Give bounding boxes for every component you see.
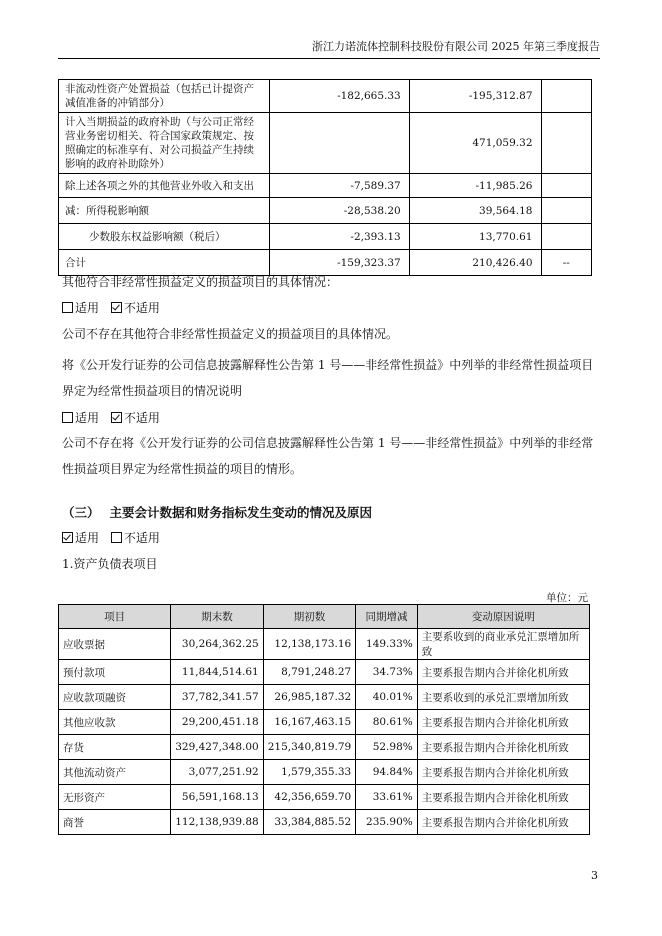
section-heading xyxy=(62,503,372,521)
cell-begin: 8,791,248.27 xyxy=(263,660,356,685)
cell-item: 应收款项融资 xyxy=(59,685,171,710)
cell-reason: 主要系报告期内合并徐化机所致 xyxy=(417,735,589,760)
cell-change: 34.73% xyxy=(356,660,418,685)
cell-change: 149.33% xyxy=(356,629,418,660)
cell-item: 其他流动资产 xyxy=(59,760,171,785)
checkbox-applicable-unchecked[interactable] xyxy=(62,412,73,423)
cell-begin: 12,138,173.16 xyxy=(263,629,356,660)
row-item: 除上述各项之外的其他营业外收入和支出 xyxy=(59,174,270,198)
column-header: 变动原因说明 xyxy=(417,605,589,629)
row-ytd: -195,312.87 xyxy=(409,80,541,113)
cell-change: 33.61% xyxy=(356,785,418,810)
row-ytd: 471,059.32 xyxy=(409,113,541,174)
cell-change: 80.61% xyxy=(356,710,418,735)
table-row xyxy=(59,250,592,276)
para-no-other-items: 公司不存在其他符合非经常性损益定义的损益项目的具体情况。 xyxy=(62,327,399,341)
option-label: 适用 xyxy=(75,301,100,315)
table-row xyxy=(59,224,592,250)
option-label: 适用 xyxy=(75,411,100,425)
applicability-options-2 xyxy=(62,411,160,425)
row-note: -- xyxy=(541,250,592,276)
cell-item: 应收票据 xyxy=(59,629,171,660)
cell-reason: 主要系报告期内合并徐化机所致 xyxy=(417,660,589,685)
option-label: 不适用 xyxy=(123,301,160,315)
applicability-options-1 xyxy=(62,301,160,315)
checkbox-applicable-unchecked[interactable] xyxy=(62,302,73,313)
row-note xyxy=(541,113,592,174)
checkbox-applicable-checked[interactable] xyxy=(62,532,73,543)
balance-sheet-table xyxy=(58,604,590,835)
cell-reason: 主要系报告期内合并徐化机所致 xyxy=(417,810,589,835)
table-row xyxy=(59,174,592,198)
row-note xyxy=(541,198,592,224)
para-no-reclassification: 公司不存在将《公开发行证券的公司信息披露解释性公告第 1 号——非经常性损益》中列举的非经常性损益项目界定为经常性损益的项目的情形。 xyxy=(62,436,594,476)
para-other-items: 其他符合非经常性损益定义的损益项目的具体情况： xyxy=(62,275,339,289)
cell-end: 112,138,939.88 xyxy=(171,810,264,835)
table-row xyxy=(59,810,590,835)
row-current xyxy=(269,113,409,174)
cell-reason: 主要系报告期内合并徐化机所致 xyxy=(417,785,589,810)
table-header-row xyxy=(59,605,590,629)
cell-end: 56,591,168.13 xyxy=(171,785,264,810)
row-item: 合计 xyxy=(59,250,270,276)
cell-reason: 主要系收到的商业承兑汇票增加所致 xyxy=(417,629,589,660)
cell-begin: 1,579,355.33 xyxy=(263,760,356,785)
option-label: 不适用 xyxy=(123,531,160,545)
cell-reason: 主要系报告期内合并徐化机所致 xyxy=(417,710,589,735)
header-title: 浙江力诺流体控制科技股份有限公司 2025 年第三季度报告 xyxy=(312,40,600,53)
row-current: -182,665.33 xyxy=(269,80,409,113)
table-row xyxy=(59,629,590,660)
cell-change: 235.90% xyxy=(356,810,418,835)
cell-reason: 主要系收到的承兑汇票增加所致 xyxy=(417,685,589,710)
column-header: 期初数 xyxy=(263,605,356,629)
subsection-title: 1.资产负债表项目 xyxy=(62,557,158,571)
column-header: 项目 xyxy=(59,605,171,629)
page-header xyxy=(58,40,600,59)
table-row xyxy=(59,785,590,810)
row-ytd: 210,426.40 xyxy=(409,250,541,276)
unit-label: 单位：元 xyxy=(546,592,588,604)
cell-end: 3,077,251.92 xyxy=(171,760,264,785)
cell-item: 无形资产 xyxy=(59,785,171,810)
row-current: -159,323.37 xyxy=(269,250,409,276)
row-current: -28,538.20 xyxy=(269,198,409,224)
cell-end: 30,264,362.25 xyxy=(171,629,264,660)
row-current: -2,393.13 xyxy=(269,224,409,250)
row-item: 减：所得税影响额 xyxy=(59,198,270,224)
cell-end: 329,427,348.00 xyxy=(171,735,264,760)
table-row xyxy=(59,80,592,113)
row-item: 非流动性资产处置损益（包括已计提资产减值准备的冲销部分） xyxy=(59,80,270,113)
checkbox-not-applicable-checked[interactable] xyxy=(111,302,122,313)
table-row xyxy=(59,113,592,174)
cell-item: 商誉 xyxy=(59,810,171,835)
cell-end: 29,200,451.18 xyxy=(171,710,264,735)
row-item: 计入当期损益的政府补助（与公司正常经营业务密切相关、符合国家政策规定、按照确定的标准享有、对公司损益产生持续影响的政府补助除外） xyxy=(59,113,270,174)
row-current: -7,589.37 xyxy=(269,174,409,198)
cell-item: 预付款项 xyxy=(59,660,171,685)
page-number: 3 xyxy=(591,869,598,882)
table-row xyxy=(59,198,592,224)
cell-item: 存货 xyxy=(59,735,171,760)
cell-begin: 33,384,885.52 xyxy=(263,810,356,835)
column-header: 期末数 xyxy=(171,605,264,629)
table-row xyxy=(59,710,590,735)
checkbox-not-applicable-checked[interactable] xyxy=(111,412,122,423)
table-row xyxy=(59,735,590,760)
row-ytd: 39,564.18 xyxy=(409,198,541,224)
cell-begin: 215,340,819.79 xyxy=(263,735,356,760)
applicability-options-3 xyxy=(62,531,160,545)
row-ytd: -11,985.26 xyxy=(409,174,541,198)
table-row xyxy=(59,760,590,785)
section-number: （三） xyxy=(62,505,100,520)
cell-change: 52.98% xyxy=(356,735,418,760)
cell-end: 37,782,341.57 xyxy=(171,685,264,710)
cell-begin: 26,985,187.32 xyxy=(263,685,356,710)
row-ytd: 13,770.61 xyxy=(409,224,541,250)
table-row xyxy=(59,660,590,685)
checkbox-not-applicable-unchecked[interactable] xyxy=(111,532,122,543)
cell-reason: 主要系报告期内合并徐化机所致 xyxy=(417,760,589,785)
row-note xyxy=(541,174,592,198)
cell-begin: 16,167,463.15 xyxy=(263,710,356,735)
table-row xyxy=(59,685,590,710)
non-recurring-table xyxy=(58,79,592,276)
para-reclassification: 将《公开发行证券的公司信息披露解释性公告第 1 号——非经常性损益》中列举的非经常性损益项目界定为经常性损益项目的情况说明 xyxy=(62,358,594,398)
option-label: 适用 xyxy=(75,531,100,545)
row-note xyxy=(541,80,592,113)
cell-change: 94.84% xyxy=(356,760,418,785)
cell-item: 其他应收款 xyxy=(59,710,171,735)
cell-end: 11,844,514.61 xyxy=(171,660,264,685)
section-title: 主要会计数据和财务指标发生变动的情况及原因 xyxy=(109,505,373,520)
row-item: 少数股东权益影响额（税后） xyxy=(59,224,270,250)
cell-begin: 42,356,659.70 xyxy=(263,785,356,810)
cell-change: 40.01% xyxy=(356,685,418,710)
row-note xyxy=(541,224,592,250)
option-label: 不适用 xyxy=(123,411,160,425)
column-header: 同期增减 xyxy=(356,605,418,629)
